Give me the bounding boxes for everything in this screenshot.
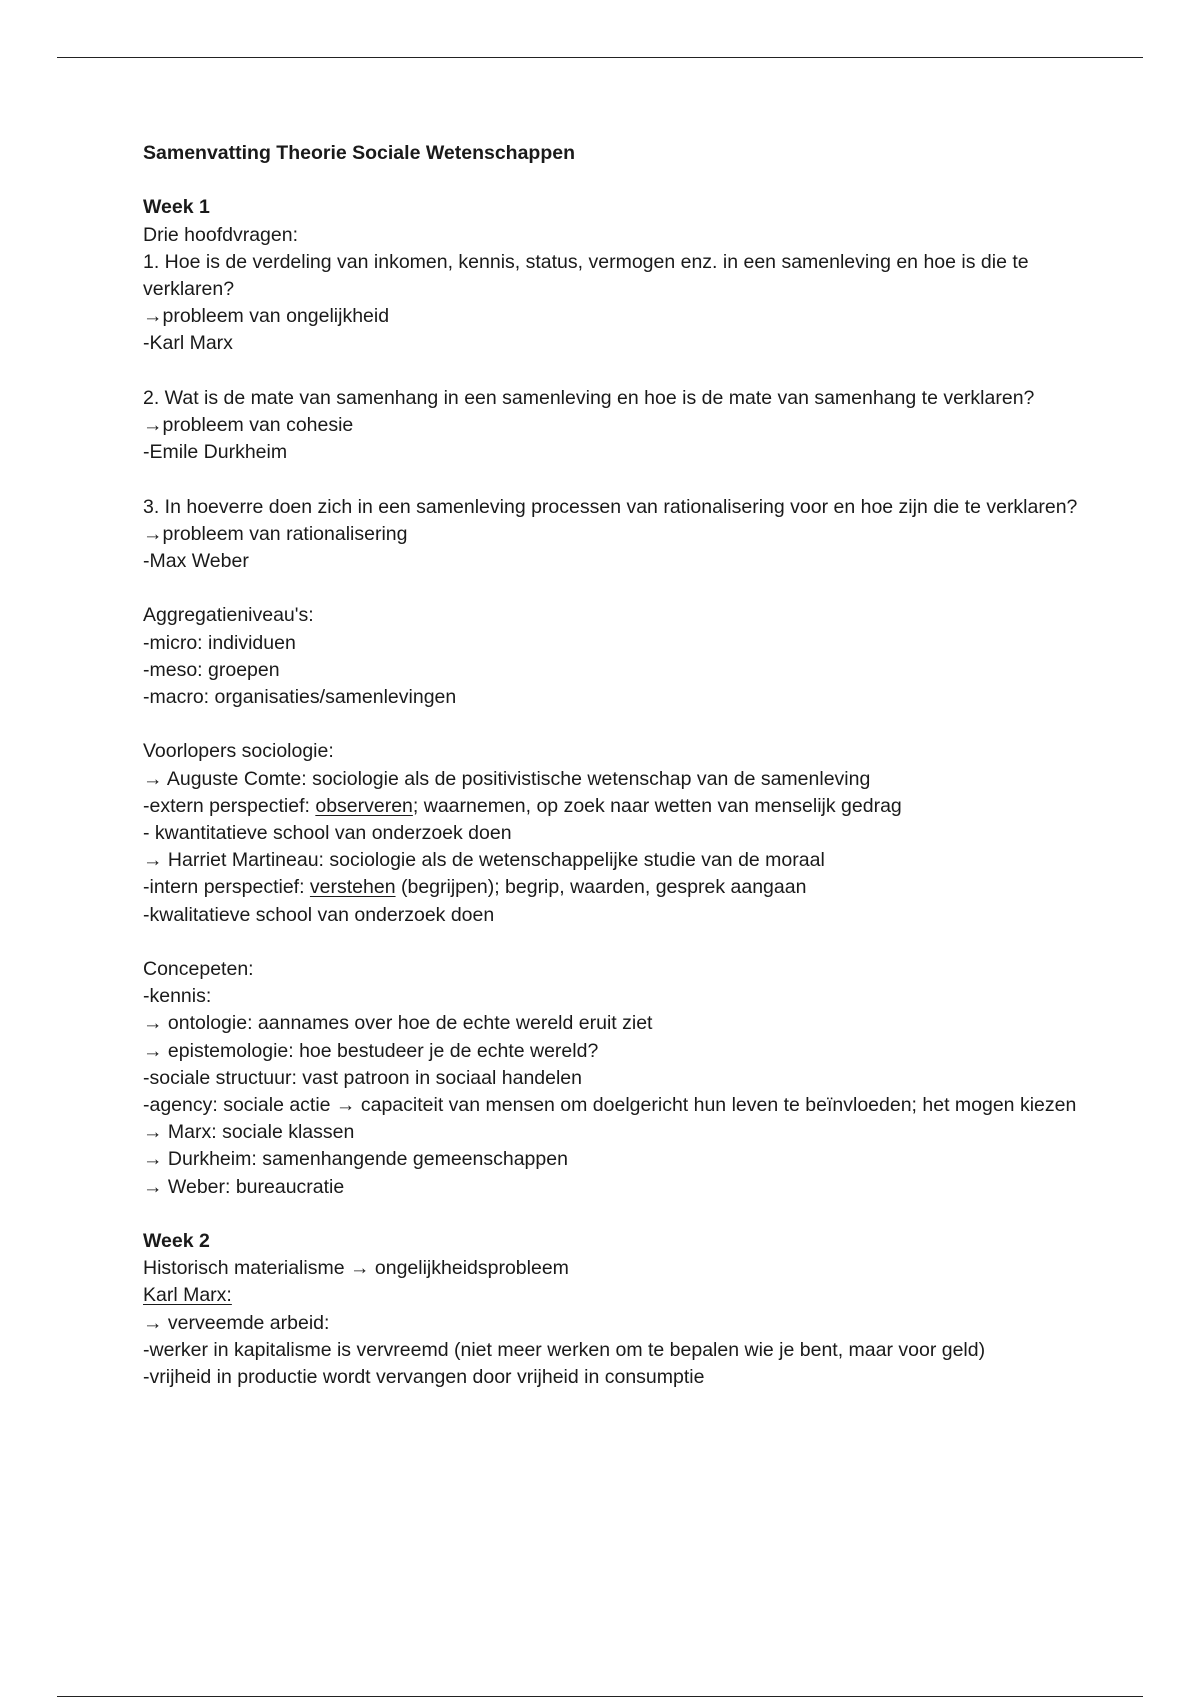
marx-klassen-line: → Marx: sociale klassen <box>143 1121 355 1144</box>
vrijheid-line: -vrijheid in productie wordt vervangen door vrijheid in consumptie <box>143 1366 705 1389</box>
extern-perspectief-line <box>143 793 1083 820</box>
question-2-person: -Emile Durkheim <box>143 441 288 464</box>
spacer <box>143 711 1083 738</box>
question-2: 2. Wat is de mate van samenhang in een samenleving en hoe is de mate van samenhang te verklaren? <box>143 386 1035 409</box>
question-1: 1. Hoe is de verdeling van inkomen, kennis, status, vermogen enz. in een samenleving en hoe is die te verklaren? <box>143 250 1035 300</box>
comte-line: → Auguste Comte: sociologie als de positivistische wetenschap van de samenleving <box>143 767 871 790</box>
aggregatie-heading: Aggregatieniveau's: <box>143 604 314 627</box>
kwalitatief-line: -kwalitatieve school van onderzoek doen <box>143 903 495 926</box>
spacer <box>143 1201 1083 1228</box>
spacer <box>143 167 1083 194</box>
extern-desc: ; waarnemen, op zoek naar wetten van menselijk gedrag <box>412 794 902 817</box>
intern-label: -intern perspectief: <box>143 876 310 899</box>
ontologie-line: → ontologie: aannames over hoe de echte wereld eruit ziet <box>143 1012 653 1035</box>
verstehen-term: verstehen <box>309 876 396 899</box>
question-1-problem: →probleem van ongelijkheid <box>143 305 390 328</box>
spacer <box>143 575 1083 602</box>
week1-intro: Drie hoofdvragen: <box>143 223 299 246</box>
kwantitatief-line: - kwantitatieve school van onderzoek doen <box>143 822 512 844</box>
concepten-heading: Concepeten: <box>143 958 254 980</box>
epistemologie-line: → epistemologie: hoe bestudeer je de echte wereld? <box>143 1039 599 1062</box>
historisch-materialisme-line: Historisch materialisme → ongelijkheidsprobleem <box>143 1257 569 1280</box>
intern-perspectief-line <box>143 874 1083 901</box>
agency-line: -agency: sociale actie → capaciteit van mensen om doelgericht hun leven te beïnvloeden; het mogen kiezen <box>143 1094 1077 1117</box>
martineau-line: → Harriet Martineau: sociologie als de wetenschappelijke studie van de moraal <box>143 849 825 872</box>
spacer <box>143 358 1083 385</box>
document-title: Samenvatting Theorie Sociale Wetenschappen <box>143 142 576 164</box>
question-3-problem: →probleem van rationalisering <box>143 522 408 545</box>
voorlopers-heading: Voorlopers sociologie: <box>143 740 334 763</box>
intern-desc: (begrijpen); begrip, waarden, gesprek aangaan <box>395 876 807 899</box>
kennis-line: -kennis: <box>143 985 212 1008</box>
question-1-person: -Karl Marx <box>143 332 233 355</box>
weber-line: → Weber: bureaucratie <box>143 1175 345 1198</box>
top-rule <box>57 57 1143 58</box>
werker-line: -werker in kapitalisme is vervreemd (niet meer werken om te bepalen wie je bent, maar voor geld) <box>143 1338 986 1361</box>
aggregatie-item: -meso: groepen <box>143 658 280 681</box>
durkheim-line: → Durkheim: samenhangende gemeenschappen <box>143 1148 568 1171</box>
extern-label: -extern perspectief: <box>143 794 316 817</box>
sociale-structuur-line: -sociale structuur: vast patroon in sociaal handelen <box>143 1066 582 1089</box>
question-3: 3. In hoeverre doen zich in een samenleving processen van rationalisering voor en hoe zijn die te verklaren? <box>143 495 1078 518</box>
spacer <box>143 466 1083 493</box>
vervreemde-arbeid-line: → verveemde arbeid: <box>143 1311 330 1334</box>
spacer <box>143 929 1083 956</box>
week1-heading: Week 1 <box>143 196 210 219</box>
question-2-problem: →probleem van cohesie <box>143 414 354 436</box>
aggregatie-item: -macro: organisaties/samenlevingen <box>143 686 457 708</box>
week2-heading: Week 2 <box>143 1230 210 1253</box>
bottom-rule <box>57 1696 1143 1697</box>
karl-marx-heading: Karl Marx: <box>143 1284 232 1307</box>
observeren-term: observeren <box>315 794 413 817</box>
aggregatie-item: -micro: individuen <box>143 631 296 654</box>
question-3-person: -Max Weber <box>143 550 249 572</box>
document-body <box>143 140 1083 1391</box>
